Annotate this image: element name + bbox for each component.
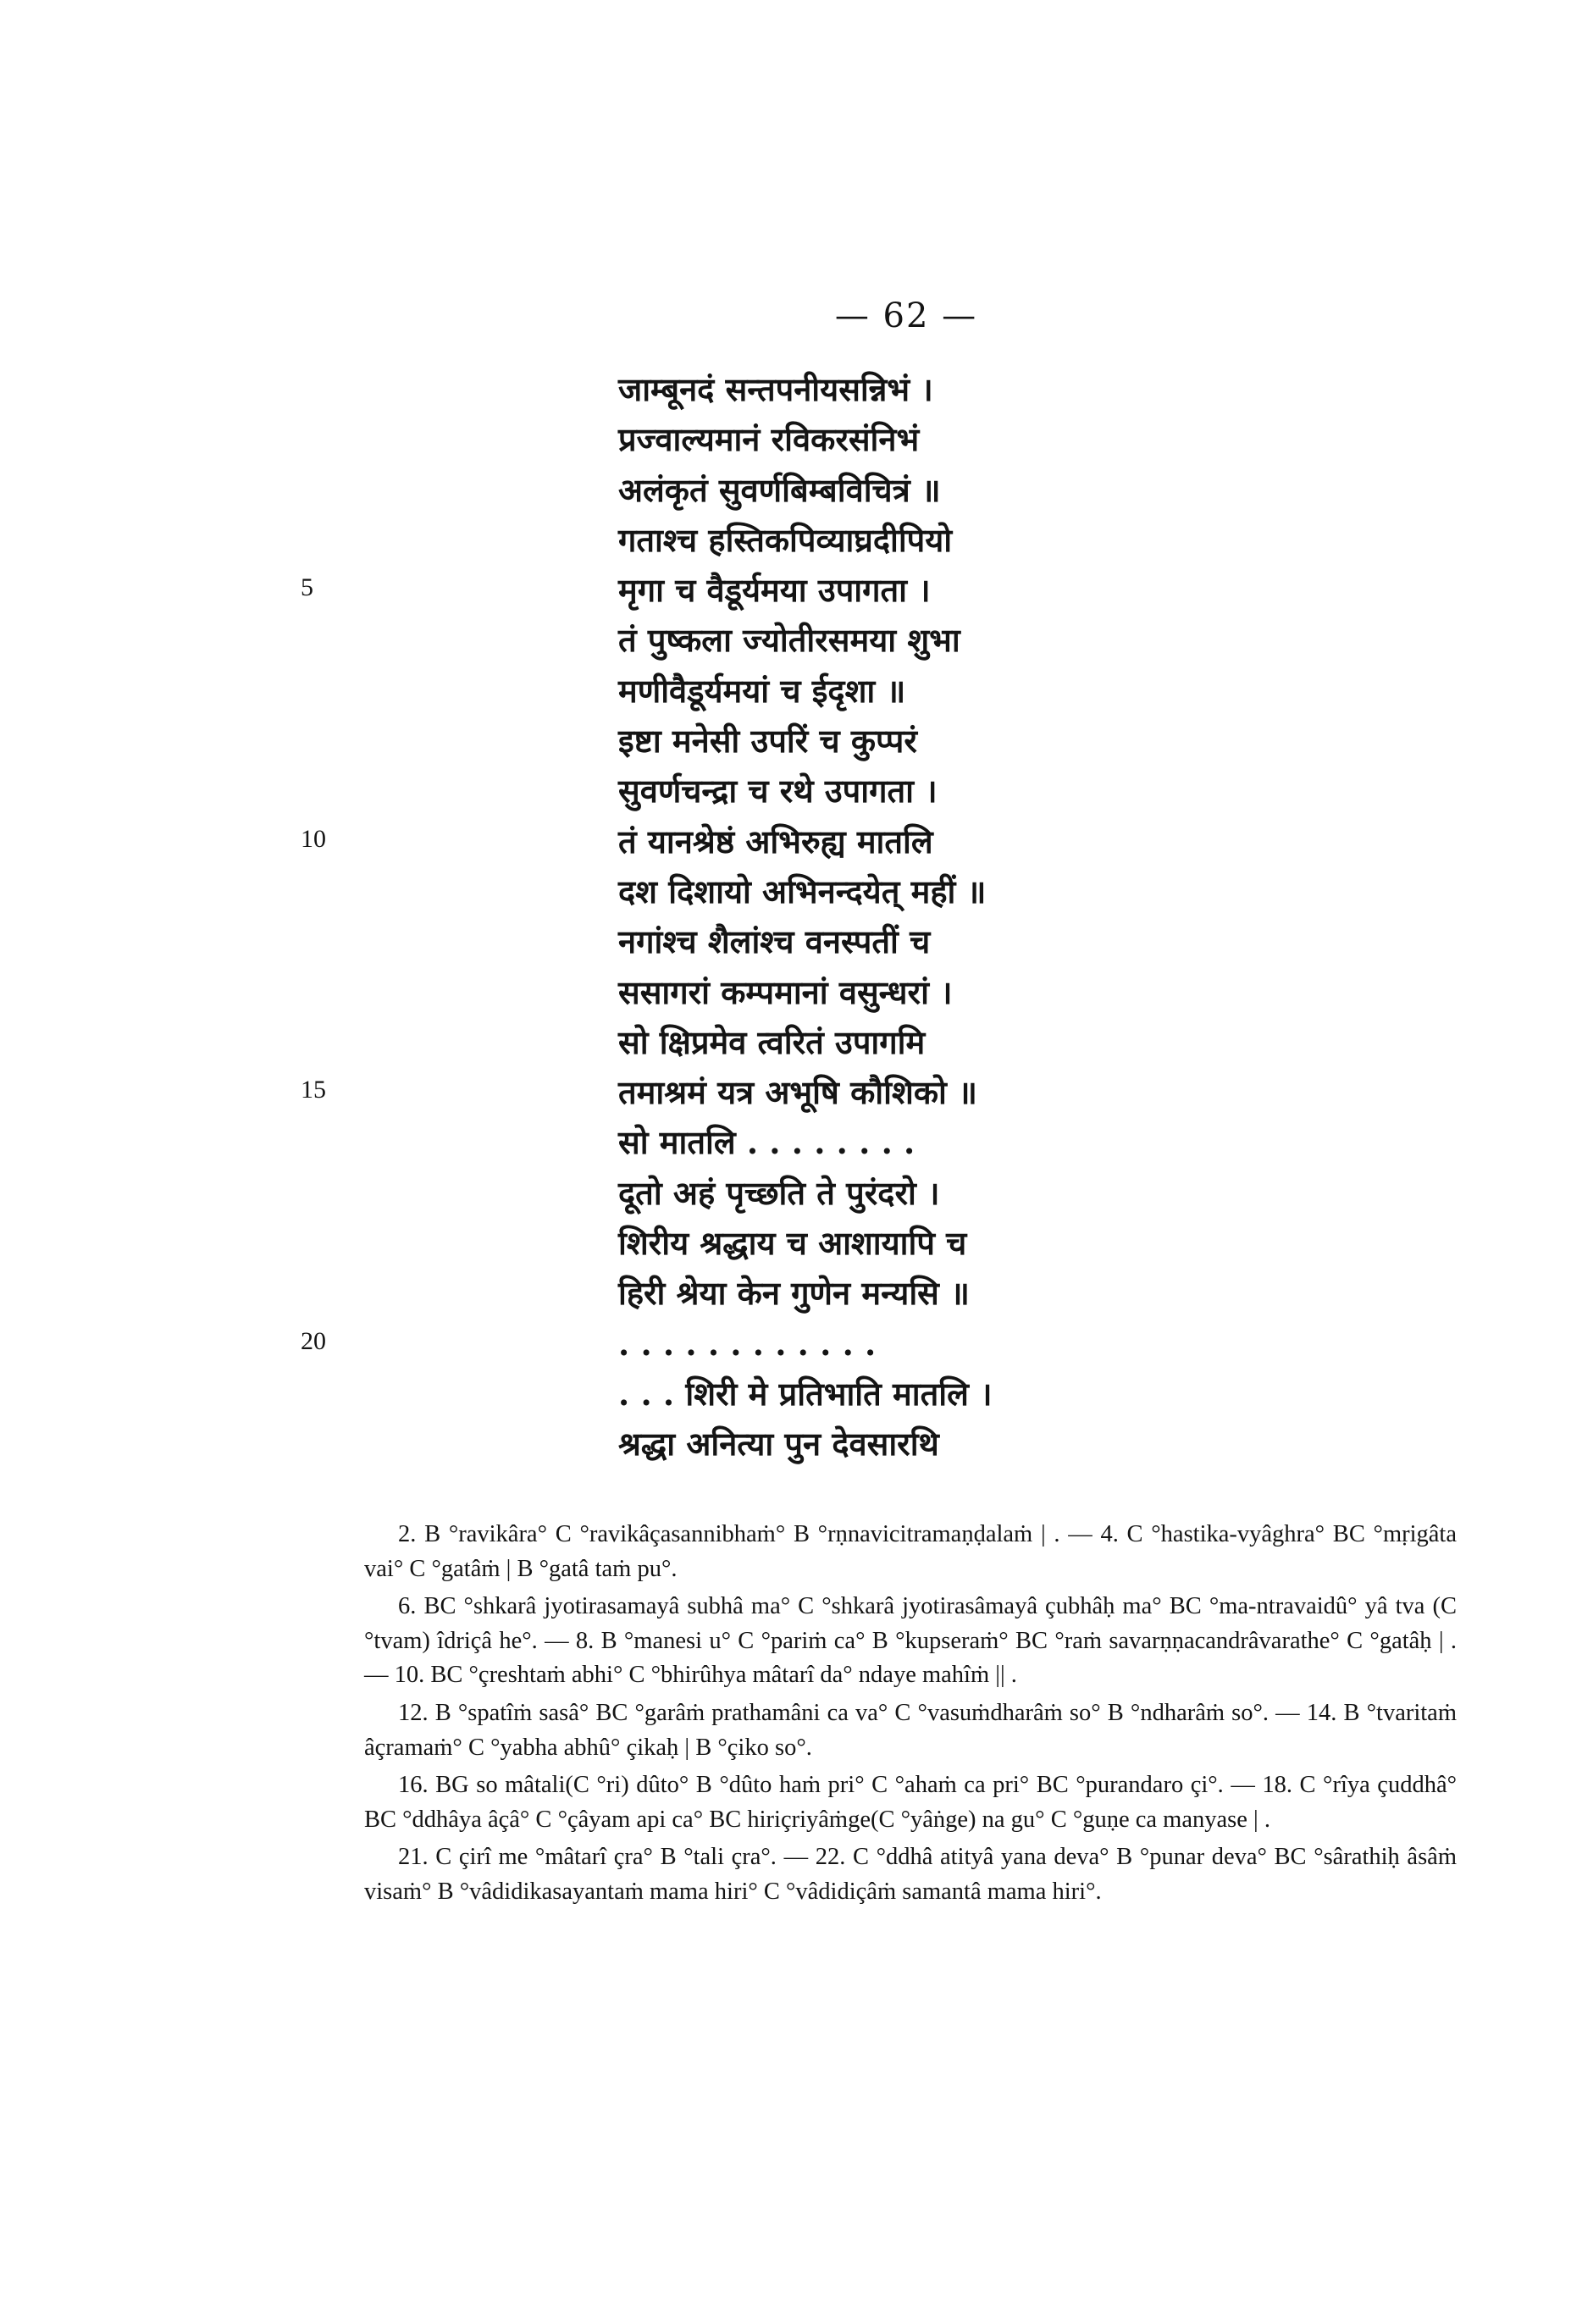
verse-line: दूतो अहं पृच्छति ते पुरंदरो ।: [618, 1173, 940, 1212]
verse-line: जाम्बूनदं सन्तपनीयसन्निभं ।: [618, 370, 933, 408]
line-number: 5: [301, 573, 313, 602]
verse-line: प्रज्वाल्यमानं रविकरसंनिभं: [618, 420, 920, 459]
page-number: — 62 —: [834, 296, 978, 335]
footnote-paragraph: 6. BC °shkarâ jyotirasamayâ subhâ ma° C °shkarâ jyotirasâmayâ çubhâḥ ma° BC °ma-ntravaidû° yâ tva (C °tvam) îdriçâ he°. — 8. B °manesi u° C °pariṁ ca° B °kupseraṁ° BC °raṁ savarṇṇacandrâvarathe° C °gatâḥ | . — 10. BC °çreshtaṁ abhi° C °bhirûhya mâtarî da° ndaye mahîṁ || .: [364, 1593, 1457, 1689]
verse-line: सुवर्णचन्द्रा च रथे उपागता ।: [618, 772, 938, 811]
footnote-paragraph: 12. B °spatîṁ sasâ° BC °garâṁ prathamâni ca va° C °vasuṁdharâṁ so° B °ndharâṁ so°. — 14. B °tvaritaṁ âçramaṁ° C °yabha abhû° çikaḥ | B °çiko so°.: [364, 1699, 1457, 1761]
line-number: 10: [301, 824, 326, 853]
verse-line: इष्टा मनेसी उपरिं च कुप्परं: [618, 722, 917, 761]
verse-line: . . . . . . . . . . . .: [618, 1324, 877, 1363]
verse-line: तमाश्रमं यत्र अभूषि कौशिको ॥: [618, 1073, 977, 1112]
verse-line: सो क्षिप्रमेव त्वरितं उपागमि: [618, 1022, 926, 1061]
verse-line: दश दिशायो अभिनन्दयेत् महीं ॥: [618, 872, 987, 910]
verse-line: तं पुष्कला ज्योतीरसमया शुभा: [618, 621, 960, 660]
verse-line: नगांश्च शैलांश्च वनस्पतीं च: [618, 922, 931, 961]
verse-line: मणीवैडूर्यमयां च ईदृशा ॥: [618, 671, 906, 710]
footnotes: [364, 1518, 1457, 1910]
footnote-paragraph: 2. B °ravikâra° C °ravikâçasannibhaṁ° B °rṇnavicitramaṇḍalaṁ | . — 4. C °hastika-vyâghra° BC °mṛigâta vai° C °gatâṁ | B °gatâ taṁ pu°.: [364, 1521, 1457, 1582]
footnote-paragraph: 21. C çirî me °mâtarî çra° B °tali çra°. — 22. C °ddhâ atityâ yana deva° B °punar deva° BC °sârathiḥ âsâṁ visaṁ° B °vâdidikasayantaṁ mama hiri° C °vâdidiçâṁ samantâ mama hiri°.: [364, 1844, 1457, 1905]
line-number: 15: [301, 1076, 326, 1104]
verse-line: . . . शिरी मे प्रतिभाति मातलि ।: [618, 1374, 993, 1413]
footnote-paragraph: 16. BG so mâtali(C °ri) dûto° B °dûto haṁ pri° C °ahaṁ ca pri° BC °purandaro çi°. — 18. C °rîya çuddhâ° BC °ddhâya âçâ° C °çâyam api ca° BC hiriçriyâṁge(C °yâṅge) na gu° C °guṇe ca manyase | .: [364, 1772, 1457, 1833]
verse-line: हिरी श्रेया केन गुणेन मन्यसि ॥: [618, 1274, 970, 1313]
verse-block: [618, 364, 1211, 1469]
line-number: 20: [301, 1326, 326, 1355]
verse-line: गताश्च हस्तिकपिव्याघ्रदीपियो: [618, 520, 953, 559]
verse-line: अलंकृतं सुवर्णबिम्बविचित्रं ॥: [618, 470, 941, 509]
verse-line: सो मातलि . . . . . . . .: [618, 1123, 915, 1162]
verse-line: ससागरां कम्पमानां वसुन्धरां ।: [618, 972, 953, 1011]
verse-line: शिरीय श्रद्धाय च आशायापि च: [618, 1224, 967, 1263]
verse-line: मृगा च वैडूर्यमया उपागता ।: [618, 571, 931, 610]
verse-line: तं यानश्रेष्ठं अभिरुह्य मातलि: [618, 822, 933, 860]
verse-line: श्रद्धा अनित्या पुन देवसारथि: [618, 1425, 939, 1464]
